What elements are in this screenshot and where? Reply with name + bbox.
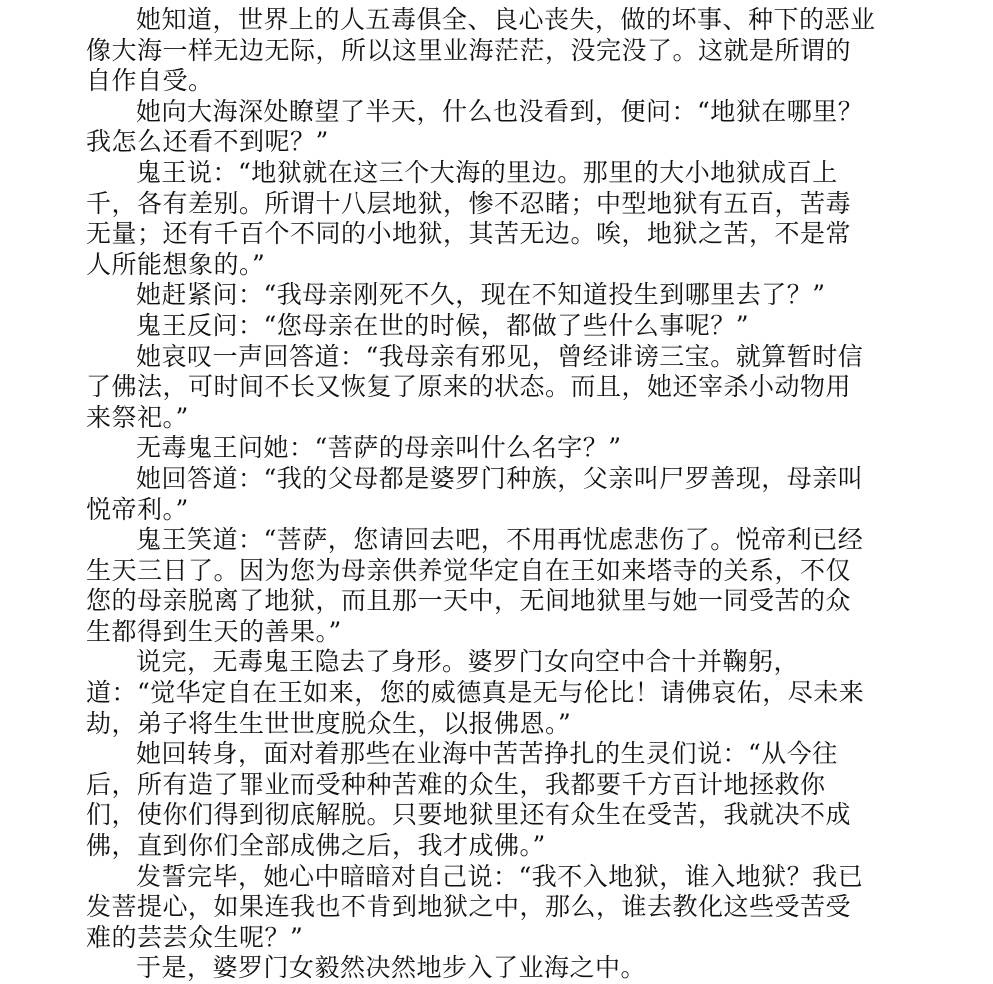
paragraph-13: 于是，婆罗门女毅然决然地步入了业海之中。 — [136, 953, 647, 983]
paragraph-7: 无毒鬼王问她：“菩萨的母亲叫什么名字？” — [136, 433, 622, 463]
paragraph-4: 她赶紧问：“我母亲刚死不久，现在不知道投生到哪里去了？” — [136, 280, 826, 310]
paragraph-11: 她回转身，面对着那些在业海中苦苦挣扎的生灵们说：“从今往 后，所有造了罪业而受种种苦难的众生，我都要千方百计地拯救你 们，使你们得到彻底解脱。只要地狱里还有众生在受苦，我就决不成 佛，直到你们全部成佛之后，我才成佛。” — [86, 739, 852, 861]
paragraph-6: 她哀叹一声回答道：“我母亲有邪见，曾经诽谤三宝。就算暂时信 了佛法，可时间不长又恢复了原来的状态。而且，她还宰杀小动物用 来祭祀。” — [86, 341, 864, 432]
document-page — [86, 5, 898, 984]
paragraph-3: 鬼王说：“地狱就在这三个大海的里边。那里的大小地狱成百上 千，各有差别。所谓十八层地狱，惨不忍睹；中型地狱有五百，苦毒 无量；还有千百个不同的小地狱，其苦无边。唉，地狱之苦，不是常 人所能想象的。” — [86, 157, 852, 279]
paragraph-9: 鬼王笑道：“菩萨，您请回去吧，不用再忧虑悲伤了。悦帝利已经 生天三日了。因为您为母亲供养觉华定自在王如来塔寺的关系，不仅 您的母亲脱离了地狱，而且那一天中，无间地狱里与她一同受苦的众 生都得到生天的善果。” — [86, 525, 864, 646]
paragraph-8: 她回答道：“我的父母都是婆罗门种族，父亲叫尸罗善现，母亲叫 悦帝利。” — [86, 463, 864, 524]
paragraph-1: 她知道，世界上的人五毒俱全、良心丧失，做的坏事、种下的恶业 像大海一样无边无际，所以这里业海茫茫，没完没了。这就是所谓的 自作自受。 — [86, 5, 876, 96]
paragraph-5: 鬼王反问：“您母亲在世的时候，都做了些什么事呢？” — [136, 310, 750, 340]
paragraph-2: 她向大海深处瞭望了半天，什么也没看到，便问：“地狱在哪里？ 我怎么还看不到呢？” — [86, 96, 864, 157]
paragraph-12: 发誓完毕，她心中暗暗对自己说：“我不入地狱，谁入地狱？我已 发菩提心，如果连我也不肯到地狱之中，那么，谁去教化这些受苦受 难的芸芸众生呢？” — [86, 861, 864, 952]
paragraph-10: 说完，无毒鬼王隐去了身形。婆罗门女向空中合十并鞠躬， 道：“觉华定自在王如来，您的威德真是无与伦比！请佛哀佑，尽未来 劫，弟子将生生世世度脱众生，以报佛恩。” — [86, 647, 865, 738]
